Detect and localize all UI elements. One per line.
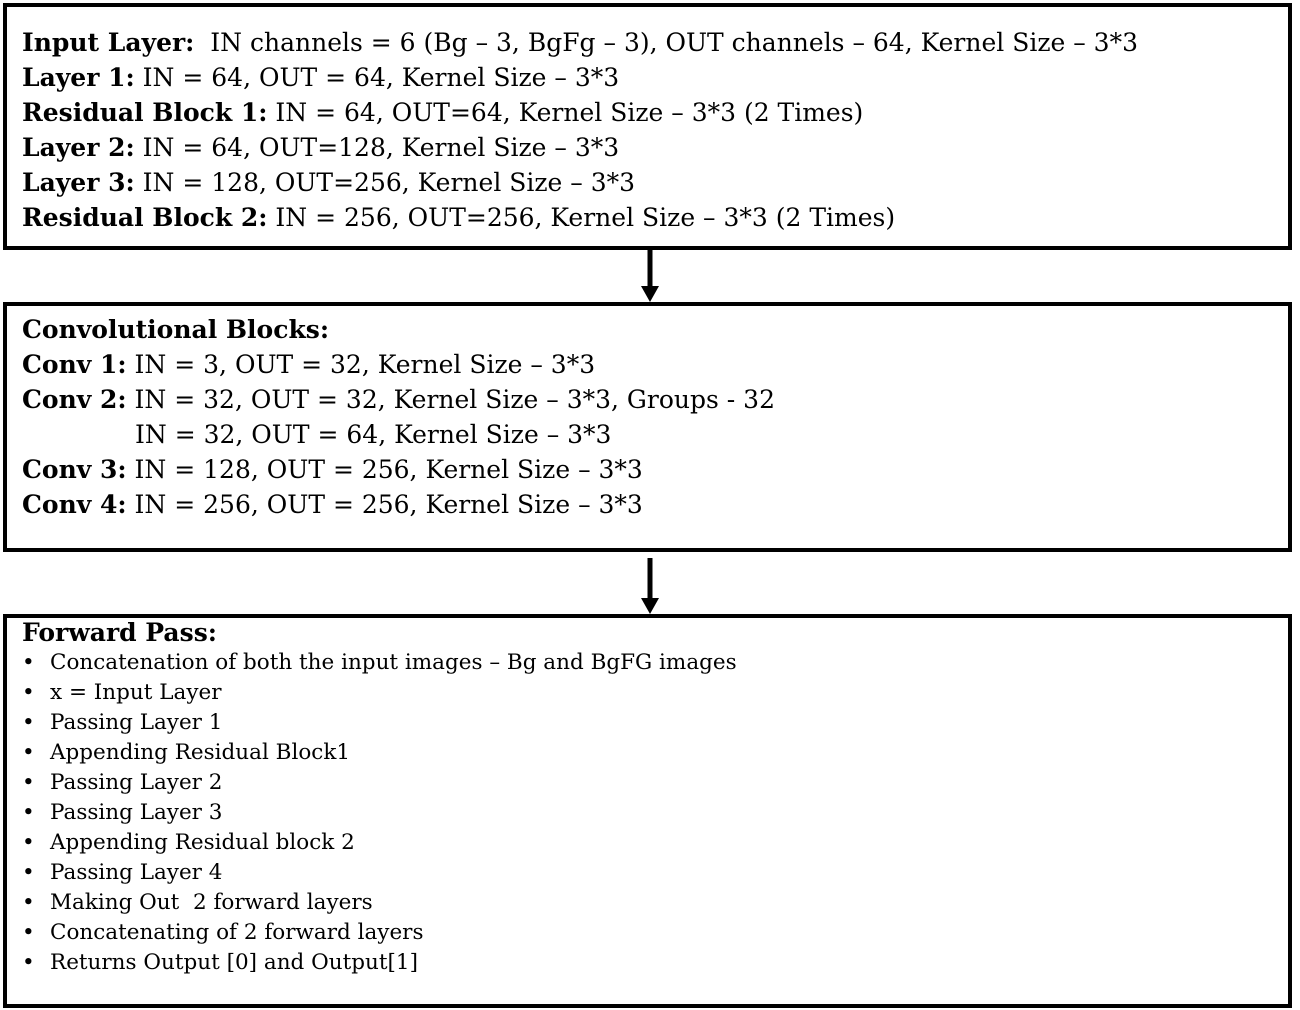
residual-block-1-line	[22, 95, 1288, 130]
layer-1-text: IN = 64, OUT = 64, Kernel Size – 3*3	[134, 63, 620, 92]
bullet-icon: •	[22, 650, 35, 675]
forward-pass-item	[22, 858, 1288, 888]
conv-3-text: IN = 128, OUT = 256, Kernel Size – 3*3	[126, 455, 643, 484]
bullet-icon: •	[22, 890, 35, 915]
bullet-icon: •	[22, 860, 35, 885]
forward-pass-item	[22, 648, 1288, 678]
conv-1-label: Conv 1:	[22, 350, 127, 379]
conv-1-text: IN = 3, OUT = 32, Kernel Size – 3*3	[126, 350, 596, 379]
layer-2-text: IN = 64, OUT=128, Kernel Size – 3*3	[134, 133, 620, 162]
forward-pass-item	[22, 708, 1288, 738]
bullet-icon: •	[22, 710, 35, 735]
forward-pass-item	[22, 948, 1288, 978]
residual-block-1-label: Residual Block 1:	[22, 98, 268, 127]
conv-1-line	[22, 347, 1288, 382]
forward-pass-item-text: Appending Residual block 2	[50, 830, 355, 855]
forward-pass-item	[22, 678, 1288, 708]
layer-2-line	[22, 130, 1288, 165]
convolutional-blocks-box	[3, 302, 1292, 552]
conv-4-line	[22, 487, 1288, 522]
flow-arrow-down-icon	[637, 250, 663, 302]
conv-4-text: IN = 256, OUT = 256, Kernel Size – 3*3	[126, 490, 643, 519]
input-layer-line	[22, 25, 1288, 60]
conv-2-continuation: IN = 32, OUT = 64, Kernel Size – 3*3	[135, 420, 612, 449]
conv-2-label: Conv 2:	[22, 385, 127, 414]
forward-pass-box	[3, 614, 1292, 1008]
forward-pass-list	[22, 648, 1288, 978]
residual-block-2-line	[22, 200, 1288, 235]
bullet-icon: •	[22, 740, 35, 765]
forward-pass-item	[22, 768, 1288, 798]
layer-2-label: Layer 2:	[22, 133, 135, 162]
forward-pass-item	[22, 798, 1288, 828]
forward-pass-item-text: Passing Layer 3	[50, 800, 223, 825]
forward-pass-item-text: Concatenating of 2 forward layers	[50, 920, 424, 945]
residual-block-1-text: IN = 64, OUT=64, Kernel Size – 3*3 (2 Times)	[267, 98, 864, 127]
bullet-icon: •	[22, 680, 35, 705]
bullet-icon: •	[22, 920, 35, 945]
bullet-icon: •	[22, 770, 35, 795]
conv-3-label: Conv 3:	[22, 455, 127, 484]
input-layer-text: IN channels = 6 (Bg – 3, BgFg – 3), OUT channels – 64, Kernel Size – 3*3	[194, 28, 1138, 57]
conv-blocks-title: Convolutional Blocks:	[22, 315, 330, 344]
input-layer-label: Input Layer:	[22, 28, 195, 57]
forward-pass-item	[22, 738, 1288, 768]
bullet-icon: •	[22, 830, 35, 855]
forward-pass-item-text: Making Out 2 forward layers	[50, 890, 373, 915]
flow-arrow-down-icon	[637, 558, 663, 614]
forward-pass-item-text: Returns Output [0] and Output[1]	[50, 950, 418, 975]
conv-4-label: Conv 4:	[22, 490, 127, 519]
layer-3-text: IN = 128, OUT=256, Kernel Size – 3*3	[134, 168, 636, 197]
conv-2-text: IN = 32, OUT = 32, Kernel Size – 3*3, Groups - 32	[126, 385, 775, 414]
bullet-icon: •	[22, 800, 35, 825]
residual-block-2-label: Residual Block 2:	[22, 203, 268, 232]
forward-pass-item	[22, 888, 1288, 918]
forward-pass-item-text: x = Input Layer	[50, 680, 222, 705]
forward-pass-item-text: Passing Layer 2	[50, 770, 223, 795]
conv-3-line	[22, 452, 1288, 487]
forward-pass-item-text: Concatenation of both the input images – Bg and BgFG images	[50, 650, 737, 675]
bullet-icon: •	[22, 950, 35, 975]
forward-pass-item	[22, 918, 1288, 948]
residual-block-2-text: IN = 256, OUT=256, Kernel Size – 3*3 (2 Times)	[267, 203, 896, 232]
input-layers-box	[3, 3, 1292, 250]
forward-pass-title: Forward Pass:	[22, 618, 218, 647]
layer-1-label: Layer 1:	[22, 63, 135, 92]
forward-pass-item	[22, 828, 1288, 858]
forward-pass-item-text: Passing Layer 4	[50, 860, 223, 885]
layer-3-label: Layer 3:	[22, 168, 135, 197]
layer-3-line	[22, 165, 1288, 200]
forward-pass-item-text: Appending Residual Block1	[50, 740, 351, 765]
forward-pass-item-text: Passing Layer 1	[50, 710, 223, 735]
conv-2-line	[22, 382, 1288, 417]
layer-1-line	[22, 60, 1288, 95]
